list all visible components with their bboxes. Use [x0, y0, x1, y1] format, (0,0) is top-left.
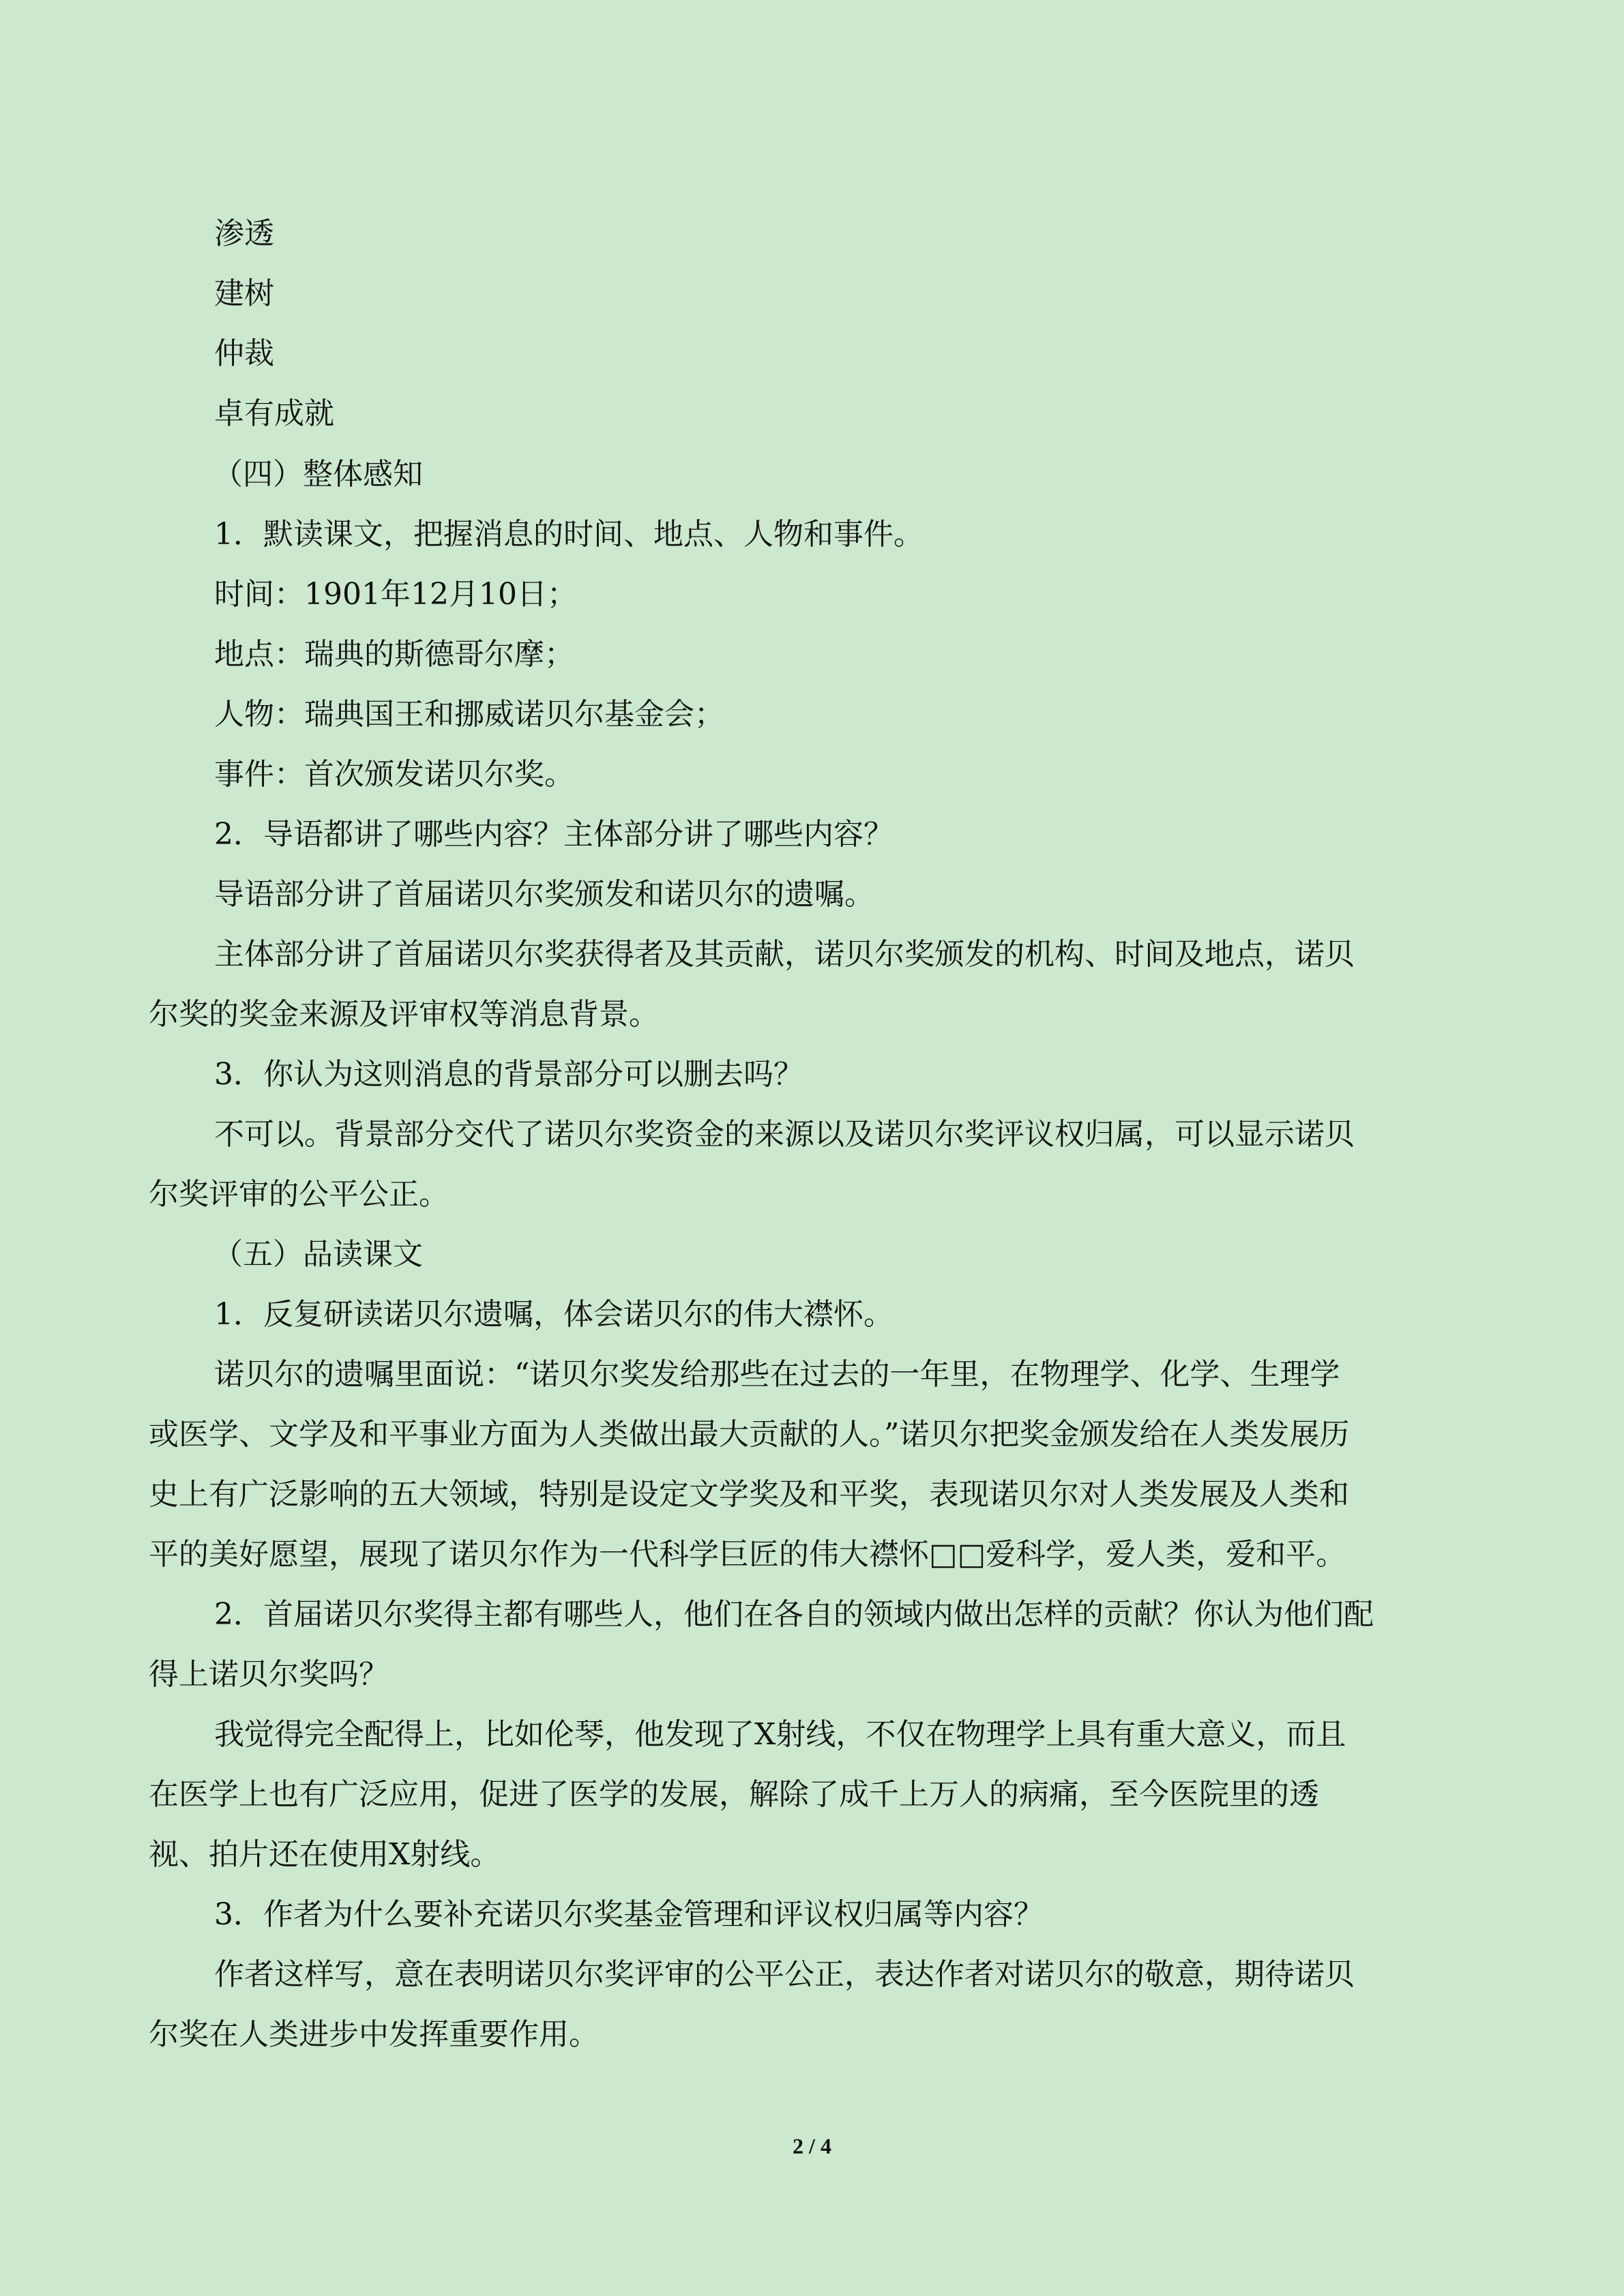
document-page: 渗透 建树 仲裁 卓有成就 （四）整体感知 1．默读课文，把握消息的时间、地点、人物和事件。 时间：1901年12月10日； 地点：瑞典的斯德哥尔摩； 人物：瑞典国王和挪威诺贝尔基金会； 事件：首次颁发诺贝尔奖。 2．导语都讲了哪些内容？主体部分讲了哪些内容？ 导语部分讲了首届诺贝尔奖颁发和诺贝尔的遗嘱。 主体部分讲了首届诺贝尔奖获得者及其贡献，诺贝尔奖颁发的机构、时间及地点，诺贝 尔奖的奖金来源及评审权等消息背景。 3．你认为这则消息的背景部分可以删去吗？ 不可以。背景部分交代了诺贝尔奖资金的来源以及诺贝尔奖评议权归属，可以显示诺贝 尔奖评审的公平公正。 （五）品读课文 1．反复研读诺贝尔遗嘱，体会诺贝尔的伟大襟怀。 诺贝尔的遗嘱里面说：“诺贝尔奖发给那些在过去的一年里，在物理学、化学、生理学 或医学、文学及和平事业方面为人类做出最大贡献的人。”诺贝尔把奖金颁发给在人类发展历 史上有广泛影响的五大领域，特别是设定文学奖及和平奖，表现诺贝尔对人类发展及人类和 平的美好愿望，展现了诺贝尔作为一代科学巨匠的伟大襟怀□□爱科学，爱人类，爱和平。 2．首届诺贝尔奖得主都有哪些人，他们在各自的领域内做出怎样的贡献？你认为他们配 得上诺贝尔奖吗？ 我觉得完全配得上，比如伦琴，他发现了X射线，不仅在物理学上具有重大意义，而且 在医学上也有广泛应用，促进了医学的发展，解除了成千上万人的病痛，至今医院里的透 视、拍片还在使用X射线。 3．作者为什么要补充诺贝尔奖基金管理和评议权归属等内容？ 作者这样写，意在表明诺贝尔奖评审的公平公正，表达作者对诺贝尔的敬意，期待诺贝 尔奖在人类进步中发挥重要作用。 2 / 4: [0, 0, 1624, 2296]
page-number: 2 / 4: [793, 2134, 831, 2158]
